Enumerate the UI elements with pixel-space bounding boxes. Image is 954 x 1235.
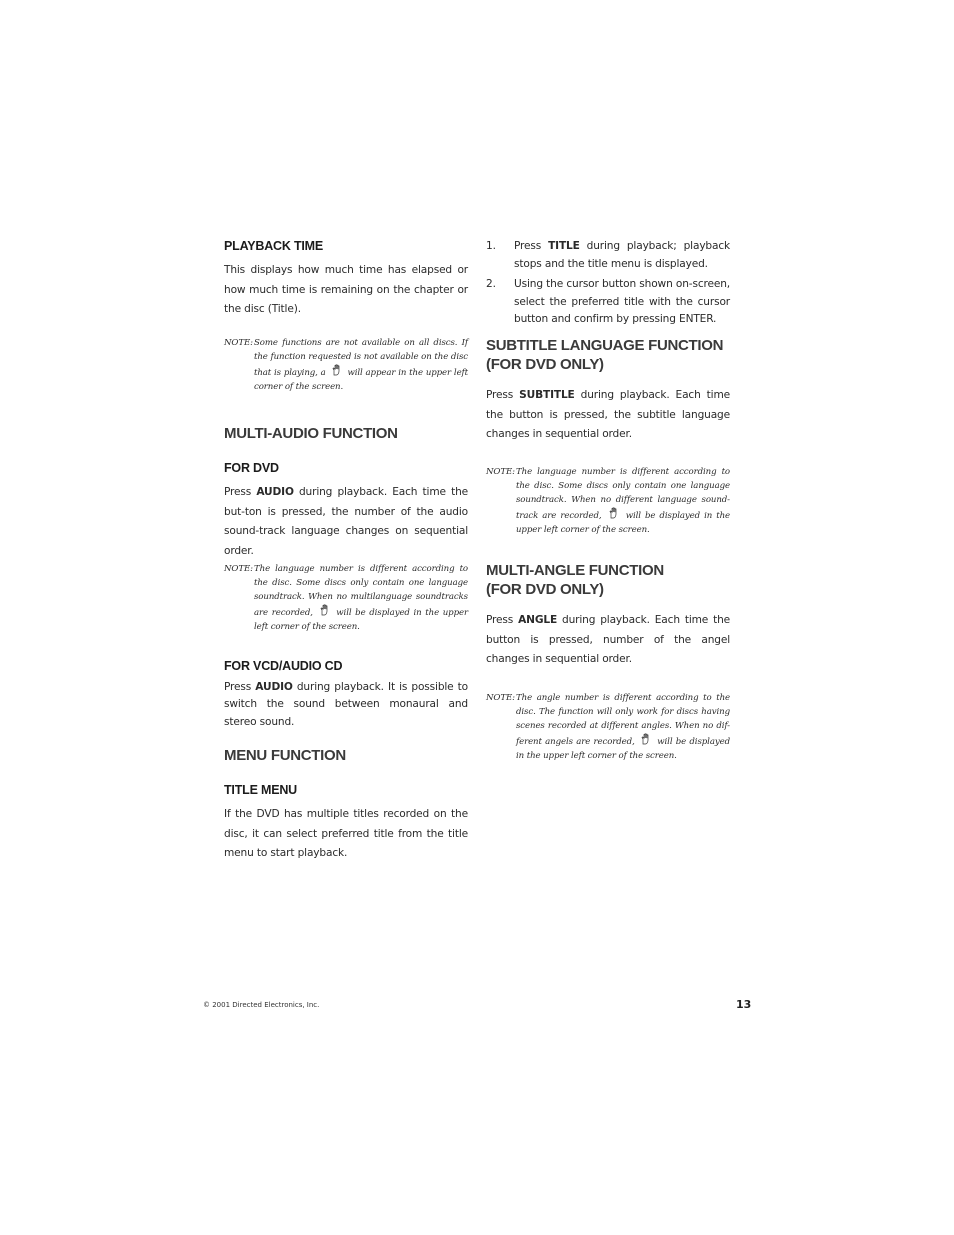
subtitle-key: SUBTITLE (519, 389, 575, 401)
body-text: Press (224, 486, 252, 498)
note-text: The language number is different according to the disc. Some discs only contain one language soundtrack. When no different language sound-track are recorded, (516, 467, 730, 521)
note-text-end: will be displayed in the upper left corner of the screen. (516, 511, 730, 535)
copyright-footer: © 2001 Directed Electronics, Inc. (203, 1001, 320, 1009)
multi-angle-body (486, 611, 730, 670)
page-number: 13 (736, 998, 752, 1011)
title-menu-heading: TITLE MENU (224, 783, 297, 797)
heading-line: MULTI-ANGLE FUNCTION (486, 562, 664, 579)
note-text-end: will be displayed in the upper left corner of the screen. (254, 608, 468, 632)
for-vcd-body (224, 679, 468, 731)
step-item (486, 276, 730, 329)
audio-key: AUDIO (255, 681, 293, 693)
body-text: Press (486, 614, 514, 626)
body-text: Press (486, 389, 514, 401)
body-text: during playback. Each time the button is pressed, number of the angel changes in sequential order. (486, 614, 731, 665)
step-text: Press (514, 240, 542, 252)
note-text: The angle number is different according to the disc. The function will only work for discs having scenes recorded at different angles. When no dif-ferent angels are recorded, (516, 693, 730, 747)
body-text: during playback. It is possible to switch the sound between monaural and stereo sound. (224, 681, 469, 728)
title-menu-steps (486, 238, 730, 332)
note-text-end: will appear in the upper left corner of the screen. (254, 368, 468, 392)
multi-angle-note (486, 691, 730, 763)
subtitle-note (486, 465, 730, 537)
step-item (486, 238, 730, 273)
step-text: during playback; playback stops and the title menu is displayed. (514, 240, 731, 270)
title-key: TITLE (548, 240, 580, 252)
playback-time-note (224, 336, 468, 394)
note-label: NOTE: (486, 693, 515, 703)
note-label: NOTE: (486, 467, 515, 477)
multi-angle-heading (486, 561, 730, 599)
note-text: The language number is different according to the disc. Some discs only contain one language soundtrack. When no multilanguage soundtracks are recorded, (254, 564, 468, 618)
angle-key: ANGLE (518, 614, 558, 626)
note-label: NOTE: (224, 338, 253, 348)
hand-icon (331, 364, 343, 376)
heading-line: (FOR DVD ONLY) (486, 356, 604, 373)
subtitle-heading (486, 336, 730, 374)
body-text: during playback. Each time the but-ton is pressed, the number of the audio sound-track language changes on sequential order. (224, 486, 469, 557)
note-label: NOTE: (224, 564, 253, 574)
note-text-end: will be displayed in the upper left corner of the screen. (516, 737, 730, 761)
playback-time-heading: PLAYBACK TIME (224, 239, 324, 253)
hand-icon (608, 507, 620, 519)
title-menu-body: If the DVD has multiple titles recorded on the disc, it can select preferred title from the title menu to start playback. (224, 808, 468, 859)
step-number: 2. (486, 278, 496, 290)
for-dvd-body (224, 483, 468, 561)
note-text: Some functions are not available on all discs. If the function requested is not available on the disc that is playing, a (254, 338, 468, 378)
body-text: during playback. Each time the button is pressed, the subtitle language changes in sequential order. (486, 389, 730, 440)
heading-line: SUBTITLE LANGUAGE FUNCTION (486, 337, 724, 354)
multi-audio-heading: MULTI-AUDIO FUNCTION (224, 425, 398, 442)
for-dvd-note (224, 562, 468, 634)
hand-icon (319, 604, 331, 616)
step-number: 1. (486, 240, 496, 252)
hand-icon (640, 733, 652, 745)
audio-key: AUDIO (256, 486, 294, 498)
playback-time-body: This displays how much time has elapsed or how much time is remaining on the chapter or the disc (Title). (224, 264, 468, 315)
subtitle-body (486, 386, 730, 445)
for-vcd-heading: FOR VCD/AUDIO CD (224, 659, 343, 673)
menu-function-heading: MENU FUNCTION (224, 747, 346, 764)
step-text: Using the cursor button shown on-screen, select the preferred title with the cursor button and confirm by pressing ENTER. (514, 278, 730, 325)
heading-line: (FOR DVD ONLY) (486, 581, 604, 598)
for-dvd-heading: FOR DVD (224, 461, 279, 475)
body-text: Press (224, 681, 252, 693)
